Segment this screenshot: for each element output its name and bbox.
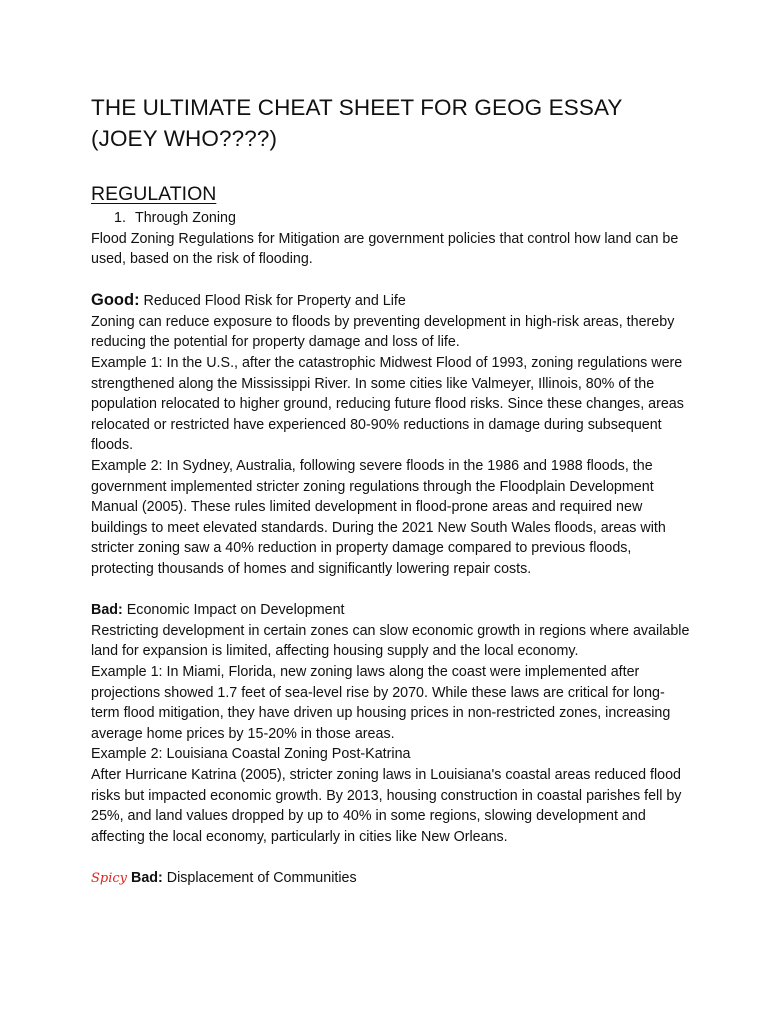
paragraph-spacer bbox=[91, 847, 691, 868]
list-item-number: 1. bbox=[114, 210, 126, 226]
spicy-bad-heading-text: Displacement of Communities bbox=[162, 869, 357, 886]
good-example-1: Example 1: In the U.S., after the catastrophic Midwest Flood of 1993, zoning regulations were strengthened along the Mississippi River. In some cities like Valmeyer, Illinois, 80% of the population relocated to higher ground, reducing future flood risks. Since these changes, areas relocated or restricted have experienced 80-90% reductions in damage during subsequent floods. bbox=[91, 355, 684, 454]
list-item-text: Through Zoning bbox=[135, 210, 236, 226]
document-page bbox=[91, 92, 691, 890]
document-title bbox=[91, 92, 691, 154]
spicy-bad-heading bbox=[91, 868, 691, 890]
bad-example-1: Example 1: In Miami, Florida, new zoning laws along the coast were implemented after projections showed 1.7 feet of sea-level rise by 2070. While these laws are critical for long-term flood mitigation, they have driven up housing prices in non-restricted zones, increasing average home prices by 15-20% in those areas. bbox=[91, 663, 671, 742]
paragraph-spacer bbox=[91, 580, 691, 601]
spicy-prefix: Spicy bbox=[91, 870, 128, 886]
bad-heading-text: Economic Impact on Development bbox=[122, 602, 345, 619]
bad-heading bbox=[91, 600, 691, 621]
good-label: Good: bbox=[91, 291, 140, 310]
bad-description: Restricting development in certain zones can slow economic growth in regions where available land for expansion is limited, affecting housing supply and the local economy. bbox=[91, 622, 690, 660]
title-line-2: (JOEY WHO????) bbox=[91, 126, 278, 151]
good-heading bbox=[91, 290, 691, 312]
paragraph-spacer bbox=[91, 270, 691, 291]
bad-example-2-title: Example 2: Louisiana Coastal Zoning Post-Katrina bbox=[91, 746, 411, 763]
section-heading-regulation: REGULATION bbox=[91, 183, 217, 205]
spicy-bad-label: Bad: bbox=[127, 869, 163, 886]
bad-example-2: After Hurricane Katrina (2005), stricter zoning laws in Louisiana's coastal areas reduced flood risks but impacted economic growth. By 2013, housing construction in coastal parishes fell by 25%, and land values dropped by up to 40% in some regions, slowing development and affecting the local economy, particularly in cities like New Orleans. bbox=[91, 766, 682, 845]
good-example-2: Example 2: In Sydney, Australia, following severe floods in the 1986 and 1988 floods, the government implemented stricter zoning regulations through the Floodplain Development Manual (2005). These rules limited development in flood-prone areas and required new buildings to meet elevated standards. During the 2021 New South Wales floods, areas with stricter zoning saw a 40% reduction in property damage compared to previous floods, protecting thousands of homes and significantly lowering repair costs. bbox=[91, 458, 666, 577]
good-heading-text: Reduced Flood Risk for Property and Life bbox=[139, 293, 406, 310]
good-description: Zoning can reduce exposure to floods by preventing development in high-risk areas, thereby reducing the potential for property damage and loss of life. bbox=[91, 313, 675, 351]
bad-label: Bad: bbox=[91, 602, 123, 619]
list-item bbox=[91, 208, 691, 229]
title-line-1: THE ULTIMATE CHEAT SHEET FOR GEOG ESSAY bbox=[91, 95, 623, 120]
intro-paragraph: Flood Zoning Regulations for Mitigation are government policies that control how land can be used, based on the risk of flooding. bbox=[91, 230, 679, 268]
numbered-list bbox=[91, 208, 691, 229]
